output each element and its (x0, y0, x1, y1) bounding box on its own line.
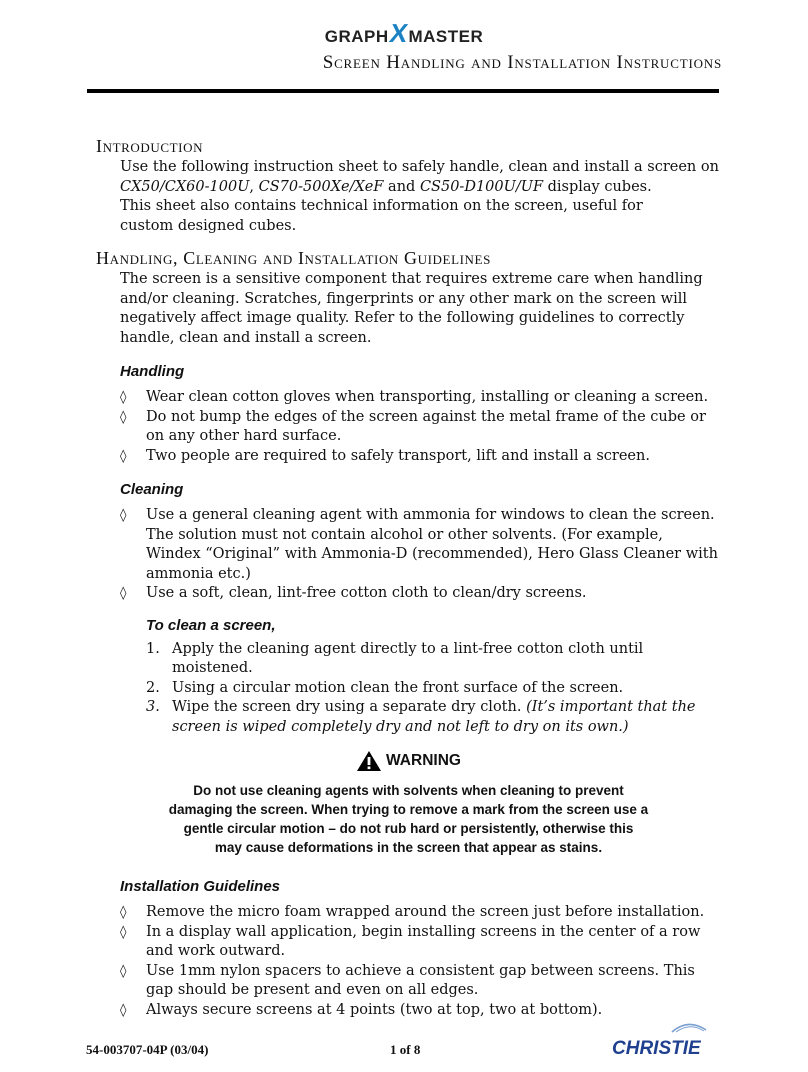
list-item (120, 1001, 721, 1021)
step-text: Wipe the screen dry using a separate dry cloth. (172, 699, 527, 715)
warning-text: Do not use cleaning agents with solvents when cleaning to prevent damaging the screen. When trying to remove a mark from the screen use a gentle circular motion – do not rub hard or persistently, otherwise this may cause deformations in the screen that appear as stains. (168, 783, 649, 855)
intro-paragraph-2: This sheet also contains technical information on the screen, useful for custom designed cubes. (120, 198, 643, 234)
step-text: Using a circular motion clean the front surface of the screen. (172, 679, 624, 696)
list-item (120, 903, 721, 923)
bullet-diamond-icon: ◊ (120, 409, 127, 425)
step-text: Apply the cleaning agent directly to a lint-free cotton cloth until moistened. (172, 640, 644, 676)
list-item-text: Use 1mm nylon spacers to achieve a consistent gap between screens. This gap should be present and even on all edges. (146, 962, 695, 998)
bullet-diamond-icon: ◊ (120, 963, 127, 979)
model-cs50: CS50-D100U/UF (419, 178, 544, 195)
intro-end: display cubes. (543, 178, 652, 195)
warning-label: WARNING (386, 752, 461, 769)
list-item (120, 923, 721, 962)
bullet-diamond-icon: ◊ (120, 508, 127, 523)
step-number: 3. (146, 699, 160, 715)
list-item-text: Remove the micro foam wrapped around the screen just before installation. (146, 904, 705, 920)
installation-list (120, 903, 721, 1020)
intro-text-a: Use the following instruction sheet to safely handle, clean and install a screen on (120, 159, 719, 175)
list-item (146, 679, 721, 699)
bullet-diamond-icon: ◊ (120, 390, 127, 405)
bullet-diamond-icon: ◊ (120, 924, 127, 940)
logo-right: MASTER (408, 26, 484, 46)
clean-steps-list (146, 640, 721, 738)
list-item (146, 640, 721, 679)
step-number: 1. (146, 640, 160, 657)
list-item (120, 506, 721, 584)
model-cx50: CX50/CX60-100U (120, 178, 250, 195)
intro-heading: Introduction (96, 136, 204, 156)
step-number: 2. (146, 679, 160, 696)
handling-heading: Handling (120, 363, 185, 380)
bullet-diamond-icon: ◊ (120, 448, 127, 464)
clean-steps-heading: To clean a screen, (146, 616, 276, 634)
guidelines-heading: Handling, Cleaning and Installation Guidelines (96, 248, 491, 268)
title-rule (87, 89, 719, 93)
list-item (120, 408, 721, 447)
list-item-text: Do not bump the edges of the screen against the metal frame of the cube or on any other hard surface. (146, 408, 706, 444)
bullet-diamond-icon: ◊ (120, 1002, 127, 1018)
list-item (120, 962, 721, 1001)
list-item (120, 584, 721, 604)
list-item-text: Wear clean cotton gloves when transporting, installing or cleaning a screen. (146, 389, 709, 405)
cleaning-heading: Cleaning (120, 481, 184, 498)
intro-and: and (383, 178, 420, 195)
list-item (120, 388, 721, 408)
graphmaster-logo (0, 18, 808, 49)
bullet-diamond-icon: ◊ (120, 905, 127, 920)
list-item-text: Always secure screens at 4 points (two at top, two at bottom). (146, 1001, 603, 1018)
logo-x-mark: X (387, 18, 411, 48)
cleaning-list (120, 506, 721, 604)
list-item (146, 698, 721, 737)
warning-heading (96, 749, 721, 773)
installation-heading: Installation Guidelines (120, 878, 281, 895)
intro-sep: , (249, 178, 259, 195)
logo-wordmark (324, 18, 484, 49)
warning-triangle-icon (356, 750, 382, 772)
document-number: 54-003707-04P (03/04) (86, 1042, 209, 1057)
list-item-text: Use a soft, clean, lint-free cotton cloth to clean/dry screens. (146, 585, 587, 601)
list-item-text: Two people are required to safely transport, lift and install a screen. (146, 447, 650, 464)
list-item-text: In a display wall application, begin installing screens in the center of a row and work outward. (146, 923, 701, 959)
bullet-diamond-icon: ◊ (120, 586, 127, 601)
logo-left: GRAPH (324, 26, 389, 46)
list-item (120, 447, 721, 467)
handling-list (120, 388, 721, 466)
intro-paragraph (120, 158, 721, 197)
page-number: 1 of 8 (390, 1042, 421, 1057)
page-footer (0, 1038, 808, 1062)
christie-logo (610, 1020, 720, 1060)
list-item-text: Use a general cleaning agent with ammonia for windows to clean the screen. The solution must not contain alcohol or other solvents. (For example, Windex “Original” with Ammonia-D (recommended), Hero Glass Cleaner with ammonia etc.) (146, 507, 718, 582)
guidelines-intro: The screen is a sensitive component that requires extreme care when handling and/or cleaning. Scratches, fingerprints or any other mark on the screen will negatively affect image quality. Refer to the following guidelines to correctly handle, clean and install a screen. (120, 271, 703, 346)
document-title: Screen Handling and Installation Instructions (322, 52, 722, 73)
document-body (96, 134, 721, 1020)
step-note: (It’s important that the screen is wiped completely dry and not left to dry on its own.) (172, 699, 696, 735)
model-cs70: CS70-500Xe/XeF (258, 178, 384, 195)
christie-wordmark: CHRISTIE (612, 1038, 701, 1059)
